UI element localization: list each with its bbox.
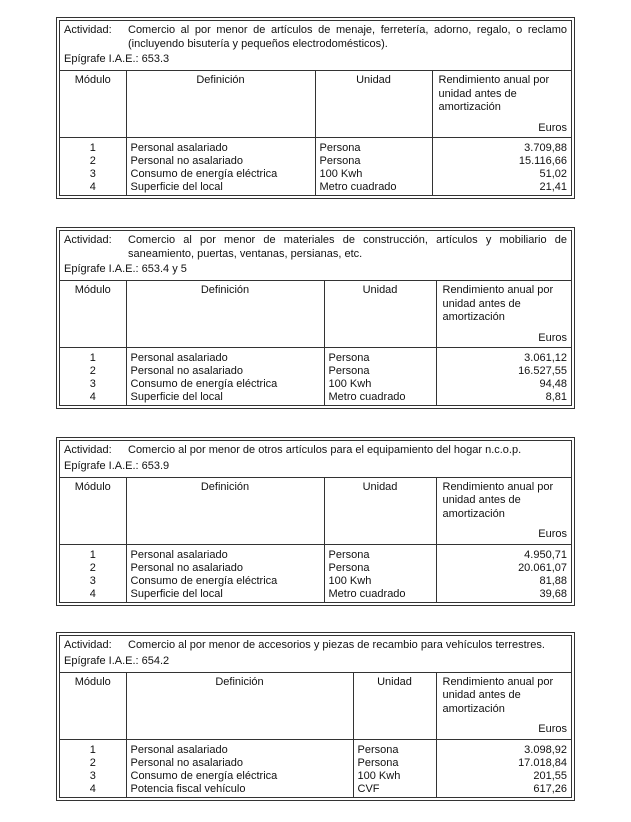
table-cell: 21,41 — [539, 181, 567, 193]
table-cell: 81,88 — [539, 574, 567, 587]
col-modulo: Módulo — [60, 672, 126, 739]
table-header-row — [60, 477, 571, 544]
table-cell: 17.018,84 — [518, 756, 567, 769]
modules-table — [60, 672, 571, 797]
table-cell: Metro cuadrado — [328, 587, 406, 600]
actividad-label: Actividad: — [64, 234, 112, 246]
col-unidad: Unidad — [353, 672, 436, 739]
table-cell: 3 — [89, 574, 96, 587]
unidad-cell — [324, 544, 436, 602]
table-cell: 15.116,66 — [518, 155, 567, 167]
table-cell: Personal asalariado — [130, 548, 228, 561]
table-cell: Superficie del local — [130, 391, 223, 403]
table-header-row — [60, 672, 571, 739]
col-modulo: Módulo — [60, 477, 126, 544]
table-cell: Consumo de energía eléctrica — [130, 168, 278, 180]
table-cell: 1 — [89, 352, 96, 364]
table-cell: 4 — [89, 782, 96, 795]
unidad-cell — [315, 138, 432, 196]
col-unit: Euros — [538, 331, 567, 344]
modules-table — [60, 70, 571, 195]
epigrafe: Epígrafe I.A.E.: 653.3 — [64, 53, 170, 65]
col-rendimiento — [436, 477, 571, 544]
activity-block — [56, 227, 575, 409]
actividad-label: Actividad: — [64, 444, 112, 456]
rendimiento-cell — [436, 348, 571, 406]
table-cell: Superficie del local — [130, 587, 223, 600]
col-unidad: Unidad — [324, 477, 436, 544]
table-cell: 3.709,88 — [524, 142, 567, 154]
activity-block — [56, 437, 575, 606]
modulo-cell — [60, 348, 126, 406]
col-definicion: Definición — [126, 71, 315, 138]
table-cell: 20.061,07 — [518, 561, 567, 574]
table-cell: 1 — [89, 142, 96, 154]
table-cell: Metro cuadrado — [328, 391, 406, 403]
table-cell: Persona — [328, 548, 370, 561]
col-unidad: Unidad — [324, 281, 436, 348]
epigrafe: Epígrafe I.A.E.: 653.9 — [64, 459, 170, 472]
table-cell: 100 Kwh — [328, 378, 372, 390]
table-cell: 617,26 — [533, 782, 567, 795]
table-body-row — [60, 544, 571, 602]
col-definicion: Definición — [126, 281, 324, 348]
table-cell: 4 — [89, 587, 96, 600]
table-cell: 1 — [89, 548, 96, 561]
definicion-cell — [126, 138, 315, 196]
col-rendimiento — [436, 672, 571, 739]
table-body-row — [60, 138, 571, 196]
table-cell: Persona — [319, 155, 361, 167]
modulo-cell — [60, 739, 126, 797]
table-cell: 100 Kwh — [357, 769, 401, 782]
col-unit: Euros — [538, 528, 567, 540]
actividad-line — [60, 21, 571, 51]
activity-block — [56, 17, 575, 199]
table-cell: Persona — [328, 365, 370, 377]
table-cell: 8,81 — [545, 391, 567, 403]
col-unit: Euros — [538, 121, 567, 134]
table-cell: Personal asalariado — [130, 142, 228, 154]
table-cell: Persona — [328, 561, 370, 574]
actividad-text: Comercio al por menor de accesorios y piezas de recambio para vehículos terrestres. — [128, 639, 545, 651]
table-cell: 4.950,71 — [524, 548, 567, 561]
table-cell: 16.527,55 — [518, 365, 567, 377]
col-unidad: Unidad — [315, 71, 432, 138]
table-cell: 1 — [89, 743, 96, 756]
epigrafe: Epígrafe I.A.E.: 654.2 — [64, 654, 170, 667]
table-header-row — [60, 71, 571, 138]
table-cell: 2 — [89, 561, 96, 574]
table-cell: 100 Kwh — [328, 574, 372, 587]
table-body-row — [60, 739, 571, 797]
table-cell: 3 — [89, 769, 96, 782]
table-cell: 2 — [89, 155, 96, 167]
table-cell: 3.098,92 — [524, 743, 567, 756]
table-cell: Personal asalariado — [130, 352, 228, 364]
activity-block — [56, 632, 575, 801]
col-definicion: Definición — [126, 672, 353, 739]
col-modulo: Módulo — [60, 71, 126, 138]
col-rendimiento-label: Rendimiento anual por unidad antes de amortización — [442, 480, 554, 520]
table-cell: Personal no asalariado — [130, 365, 244, 377]
unidad-cell — [353, 739, 436, 797]
table-header-row — [60, 281, 571, 348]
table-cell: Consumo de energía eléctrica — [130, 574, 278, 587]
col-unit: Euros — [538, 723, 567, 735]
table-cell: 100 Kwh — [319, 168, 363, 180]
table-cell: 3.061,12 — [524, 352, 567, 364]
epigrafe: Epígrafe I.A.E.: 653.4 y 5 — [64, 263, 187, 275]
table-cell: Consumo de energía eléctrica — [130, 378, 278, 390]
definicion-cell — [126, 544, 324, 602]
col-rendimiento-label: Rendimiento anual por unidad antes de amortización — [438, 74, 550, 113]
definicion-cell — [126, 739, 353, 797]
table-cell: 51,02 — [539, 168, 567, 180]
col-rendimiento — [436, 281, 571, 348]
actividad-text: Comercio al por menor de otros artículos para el equipamiento del hogar n.c.o.p. — [128, 444, 522, 456]
actividad-line — [60, 231, 571, 261]
actividad-line — [60, 636, 571, 653]
table-cell: 2 — [89, 756, 96, 769]
table-cell: 3 — [89, 168, 96, 180]
table-cell: Personal no asalariado — [130, 561, 244, 574]
unidad-cell — [324, 348, 436, 406]
table-cell: Consumo de energía eléctrica — [130, 769, 278, 782]
actividad-text: Comercio al por menor de artículos de menaje, ferretería, adorno, regalo, o reclamo (incluyendo bisutería y pequeños electrodomésticos). — [128, 24, 567, 50]
table-cell: Persona — [357, 743, 399, 756]
table-cell: Personal no asalariado — [130, 155, 244, 167]
table-cell: Potencia fiscal vehículo — [130, 782, 246, 795]
col-rendimiento — [432, 71, 571, 138]
table-cell: Personal asalariado — [130, 743, 228, 756]
actividad-line — [60, 441, 571, 458]
table-cell: 201,55 — [533, 769, 567, 782]
table-cell: 4 — [89, 181, 96, 193]
modules-table — [60, 280, 571, 405]
actividad-text: Comercio al por menor de materiales de construcción, artículos y mobiliario de saneamiento, puertas, ventanas, persianas, etc. — [128, 234, 567, 260]
actividad-label: Actividad: — [64, 639, 112, 651]
col-rendimiento-label: Rendimiento anual por unidad antes de amortización — [442, 284, 554, 323]
table-cell: 3 — [89, 378, 96, 390]
modulo-cell — [60, 544, 126, 602]
rendimiento-cell — [436, 739, 571, 797]
table-cell: 39,68 — [539, 587, 567, 600]
table-cell: Personal no asalariado — [130, 756, 244, 769]
actividad-label: Actividad: — [64, 24, 112, 36]
table-cell: Superficie del local — [130, 181, 223, 193]
table-cell: 94,48 — [539, 378, 567, 390]
rendimiento-cell — [432, 138, 571, 196]
table-cell: Persona — [319, 142, 361, 154]
definicion-cell — [126, 348, 324, 406]
rendimiento-cell — [436, 544, 571, 602]
table-cell: Persona — [328, 352, 370, 364]
col-modulo: Módulo — [60, 281, 126, 348]
modulo-cell — [60, 138, 126, 196]
col-definicion: Definición — [126, 477, 324, 544]
table-cell: Persona — [357, 756, 399, 769]
table-cell: 2 — [89, 365, 96, 377]
table-cell: CVF — [357, 782, 380, 795]
col-rendimiento-label: Rendimiento anual por unidad antes de amortización — [442, 675, 554, 715]
modules-table — [60, 477, 571, 602]
table-cell: 4 — [89, 391, 96, 403]
table-cell: Metro cuadrado — [319, 181, 397, 193]
table-body-row — [60, 348, 571, 406]
